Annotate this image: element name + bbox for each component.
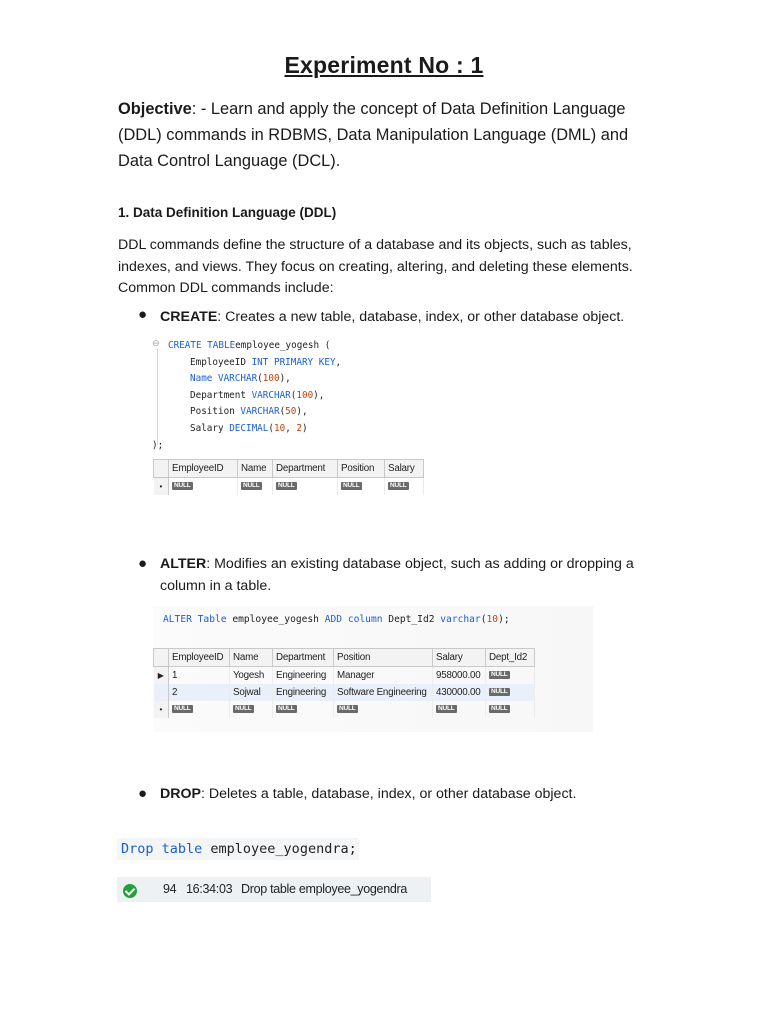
table-cell[interactable]	[230, 701, 273, 718]
code-token: ,	[285, 422, 297, 434]
code-token: ),	[313, 389, 325, 401]
code-token: 10	[486, 614, 499, 625]
table-cell[interactable]	[273, 478, 338, 496]
null-badge: NULL	[343, 482, 360, 490]
row-indicator: ▶	[154, 667, 169, 685]
code-token: (	[268, 422, 274, 434]
code-token: Position	[190, 406, 241, 418]
code-token: ADD column	[324, 614, 383, 625]
code-token: Name VARCHAR	[190, 373, 258, 385]
create-table-code	[152, 338, 342, 454]
column-header[interactable]: Department	[273, 649, 334, 667]
table-cell[interactable]	[338, 478, 385, 496]
code-token: ),	[296, 406, 308, 418]
column-header[interactable]: Salary	[433, 649, 486, 667]
table-cell[interactable]	[433, 701, 486, 718]
code-token: employee_yogendra;	[202, 841, 357, 857]
table-cell[interactable]: Engineering	[273, 684, 334, 701]
success-check-icon	[123, 884, 137, 898]
column-header[interactable]: Salary	[385, 460, 424, 478]
code-token: (	[257, 373, 263, 385]
null-badge: NULL	[235, 705, 252, 713]
code-token: 10	[273, 422, 286, 434]
objective-text: : - Learn and apply the concept of Data Definition Language (DDL) commands in RDBMS, Data Manipulation Language (DML) and Data Control Language (DCL).	[118, 100, 629, 170]
action-description: Drop table employee_yogendra	[241, 882, 408, 896]
bullet-dot: ●	[138, 306, 148, 323]
grid-corner	[154, 649, 169, 667]
table-cell[interactable]: 2	[169, 684, 230, 701]
bullet-create-text: : Creates a new table, database, index, or other database object.	[217, 309, 625, 325]
table-cell[interactable]	[169, 478, 238, 496]
bullet-drop-term: DROP	[160, 786, 201, 802]
code-token: 50	[285, 406, 297, 418]
null-badge: NULL	[491, 671, 508, 679]
table-row[interactable]	[154, 684, 535, 701]
table-cell[interactable]: Software Engineering	[334, 684, 433, 701]
code-token: (	[480, 614, 487, 625]
code-token: (	[279, 406, 286, 418]
code-token: employee_yogesh	[226, 614, 325, 625]
create-result-grid	[153, 459, 424, 495]
table-cell[interactable]	[385, 478, 424, 496]
create-code-panel	[152, 338, 352, 458]
code-token: )	[302, 422, 308, 434]
bullet-drop	[160, 784, 660, 806]
code-token: 2	[296, 422, 302, 434]
code-token: Drop table	[121, 841, 203, 857]
code-token: Dept_Id2	[382, 614, 441, 625]
objective-paragraph	[118, 96, 658, 174]
table-cell[interactable]	[334, 701, 433, 718]
grid-corner	[154, 460, 169, 478]
column-header[interactable]: Name	[230, 649, 273, 667]
null-badge: NULL	[390, 482, 407, 490]
objective-label: Objective	[118, 100, 192, 118]
column-header[interactable]: Position	[334, 649, 433, 667]
new-row-indicator: •	[154, 701, 169, 718]
bullet-create-term: CREATE	[160, 309, 218, 325]
ddl-intro-paragraph: DDL commands define the structure of a database and its objects, such as tables, indexes, and views. They focus on creating, altering, and deleting these elements. Common DDL commands include:	[118, 237, 633, 296]
alter-table-code	[163, 612, 510, 629]
drop-table-code	[117, 838, 359, 860]
bullet-dot: ●	[138, 785, 148, 802]
table-row[interactable]	[154, 701, 535, 718]
null-badge: NULL	[278, 705, 295, 713]
bullet-alter	[160, 554, 650, 597]
column-header[interactable]: Name	[238, 460, 273, 478]
action-time: 16:34:03	[186, 882, 233, 896]
code-token: ,	[335, 356, 342, 368]
bullet-alter-text: : Modifies an existing database object, such as adding or dropping a column in a table.	[160, 556, 634, 594]
table-cell[interactable]: 958000.00	[433, 667, 486, 685]
column-header[interactable]: Department	[273, 460, 338, 478]
action-output-row[interactable]	[117, 877, 431, 902]
code-line	[168, 355, 341, 372]
row-indicator	[154, 684, 169, 701]
column-header[interactable]: EmployeeID	[169, 649, 230, 667]
code-token: );	[498, 614, 510, 625]
table-cell[interactable]	[273, 701, 334, 718]
code-token: );	[152, 439, 164, 451]
code-line	[152, 438, 341, 455]
table-cell[interactable]: 1	[169, 667, 230, 685]
code-line	[168, 421, 341, 438]
code-token: ALTER Table	[163, 614, 227, 625]
column-header[interactable]: EmployeeID	[169, 460, 238, 478]
code-token: INT PRIMARY KEY	[251, 356, 336, 368]
null-badge: NULL	[174, 482, 191, 490]
code-token: EmployeeID	[190, 356, 252, 368]
table-cell[interactable]	[486, 684, 535, 701]
null-badge: NULL	[174, 705, 191, 713]
section-heading-ddl: 1. Data Definition Language (DDL)	[118, 205, 337, 220]
alter-panel	[153, 606, 593, 732]
code-token: VARCHAR	[240, 406, 280, 418]
code-token: varchar	[440, 614, 481, 625]
code-line	[168, 371, 341, 388]
code-line	[168, 338, 341, 355]
code-line	[168, 404, 341, 421]
table-cell[interactable]	[238, 478, 273, 496]
table-cell[interactable]: Yogesh	[230, 667, 273, 685]
page-title: Experiment No : 1	[284, 52, 484, 78]
table-cell[interactable]: Engineering	[273, 667, 334, 685]
grid-header-row	[154, 649, 535, 667]
null-badge: NULL	[243, 482, 260, 490]
column-header[interactable]: Dept_Id2	[486, 649, 535, 667]
code-token: 100	[296, 389, 314, 401]
action-id: 94	[163, 882, 177, 896]
new-row-indicator: •	[154, 478, 169, 496]
bullet-drop-text: : Deletes a table, database, index, or other database object.	[201, 786, 577, 802]
table-cell[interactable]	[486, 701, 535, 718]
table-row[interactable]	[154, 478, 424, 496]
collapse-icon[interactable]: ⊖	[152, 338, 160, 348]
table-row[interactable]	[154, 667, 535, 685]
code-token: employee_yogesh (	[235, 340, 331, 351]
code-line	[168, 388, 341, 405]
grid-header-row	[154, 460, 424, 478]
code-token: Department	[190, 389, 252, 401]
table-cell[interactable]	[169, 701, 230, 718]
table-cell[interactable]: Sojwal	[230, 684, 273, 701]
code-token: Salary	[190, 422, 230, 434]
bullet-create	[160, 307, 660, 329]
table-cell[interactable]: Manager	[334, 667, 433, 685]
column-header[interactable]: Position	[338, 460, 385, 478]
code-token: ),	[279, 373, 291, 385]
null-badge: NULL	[339, 705, 356, 713]
fold-line	[157, 349, 159, 445]
null-badge: NULL	[491, 688, 508, 696]
null-badge: NULL	[438, 705, 455, 713]
code-token: CREATE TABLE	[168, 340, 236, 351]
table-cell[interactable]	[486, 667, 535, 685]
null-badge: NULL	[278, 482, 295, 490]
code-token: 100	[262, 373, 280, 385]
bullet-dot: ●	[138, 555, 148, 572]
bullet-alter-term: ALTER	[160, 556, 207, 572]
code-token: DECIMAL	[229, 422, 269, 434]
null-badge: NULL	[491, 705, 508, 713]
table-cell[interactable]: 430000.00	[433, 684, 486, 701]
code-token: (	[290, 389, 297, 401]
alter-result-grid	[153, 648, 535, 718]
code-token: VARCHAR	[251, 389, 291, 401]
